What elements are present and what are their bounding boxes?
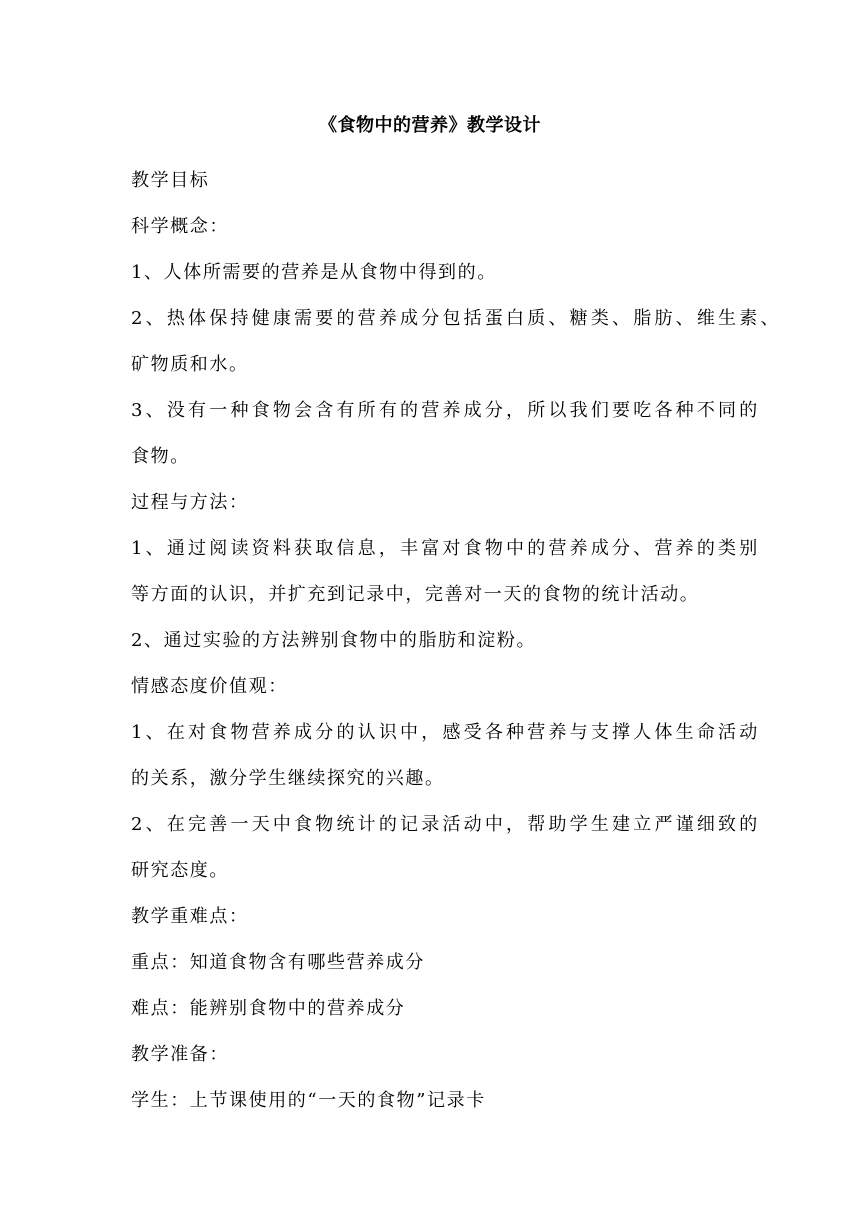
subheading-key-difficult-points: 教学重难点： [131,906,249,927]
paragraph-line: 等方面的认识，并扩充到记录中，完善对一天的食物的统计活动。 [131,584,700,605]
paragraph-line: 难点：能辨别食物中的营养成分 [131,998,406,1019]
section-heading-objectives: 教学目标 [131,170,210,191]
document-title: 《食物中的营养》教学设计 [319,115,541,136]
paragraph-line: 2、热体保持健康需要的营养成分包括蛋白质、糖类、脂肪、维生素、 [131,308,782,329]
paragraph-line: 食物。 [131,446,190,467]
paragraph-line: 重点：知道食物含有哪些营养成分 [131,952,425,973]
paragraph-line: 研究态度。 [131,860,229,881]
document-body [131,158,782,1124]
subheading-attitudes-values: 情感态度价值观： [131,676,288,697]
paragraph-line: 1、通过阅读资料获取信息，丰富对食物中的营养成分、营养的类别 [131,538,761,559]
paragraph-line: 学生：上节课使用的“一天的食物”记录卡 [131,1090,486,1111]
subheading-science-concepts: 科学概念： [131,216,229,237]
paragraph-line: 矿物质和水。 [131,354,249,375]
paragraph-line: 的关系，激分学生继续探究的兴趣。 [131,768,445,789]
paragraph-line: 1、人体所需要的营养是从食物中得到的。 [131,262,497,283]
paragraph-line: 1、在对食物营养成分的认识中，感受各种营养与支撑人体生命活动 [131,722,761,743]
paragraph-line: 3、没有一种食物会含有所有的营养成分，所以我们要吃各种不同的 [131,400,761,421]
paragraph-line: 2、通过实验的方法辨别食物中的脂肪和淀粉。 [131,630,537,651]
paragraph-line: 2、在完善一天中食物统计的记录活动中，帮助学生建立严谨细致的 [131,814,761,835]
subheading-process-methods: 过程与方法： [131,492,249,513]
subheading-preparation: 教学准备： [131,1044,229,1065]
